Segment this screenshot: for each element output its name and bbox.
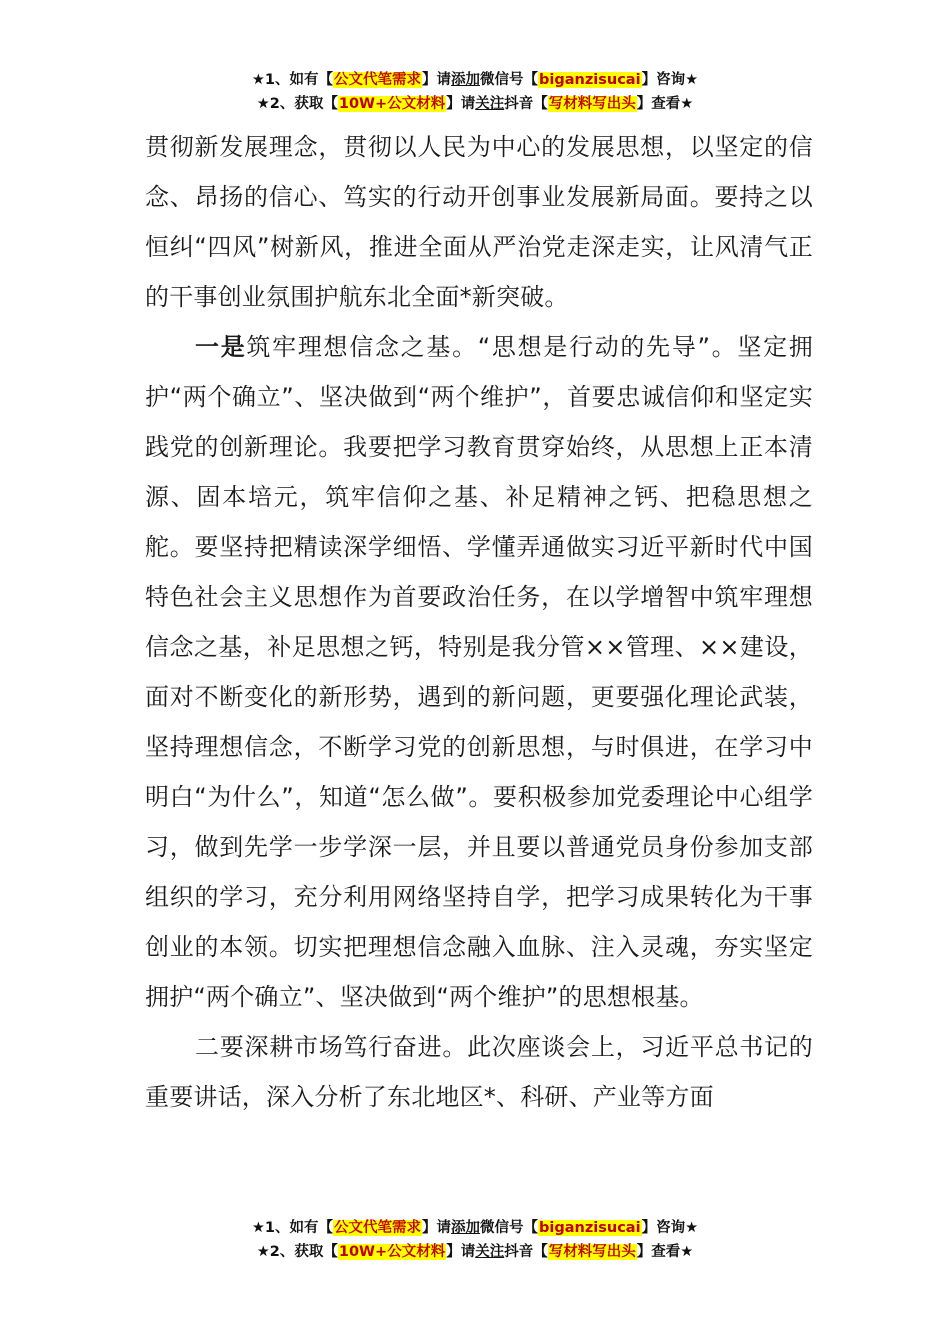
promo-underlined: 添加 [451, 72, 481, 88]
promo-text: 抖音【 [504, 1244, 548, 1260]
promo-text: 】请 [422, 1220, 452, 1236]
promo-text: 微信号【 [480, 1220, 539, 1236]
document-body [145, 122, 813, 1122]
promo-highlight: 10W+公文材料 [338, 96, 446, 112]
promo-underlined: 关注 [475, 1244, 505, 1260]
promo-text: 抖音【 [504, 96, 548, 112]
promo-douyin-id: 写材料写出头 [548, 96, 636, 112]
promo-text: 】查看★ [636, 96, 694, 112]
header-promo-banner [0, 68, 950, 116]
promo-text: ★1、如有【 [251, 1220, 334, 1236]
promo-line-1 [0, 68, 950, 92]
paragraph-1: 贯彻新发展理念，贯彻以人民为中心的发展思想，以坚定的信念、昂扬的信心、笃实的行动开创事业发展新局面。要持之以恒纠“四风”树新风，推进全面从严治党走深走实，让风清气正的干事创业氛围护航东北全面*新突破。 [145, 133, 813, 311]
promo-highlight: 10W+公文材料 [338, 1244, 446, 1260]
paragraph-2-lead: 一是 [195, 333, 247, 361]
promo-text: 】咨询★ [641, 1220, 699, 1236]
paragraph-2-text: 筑牢理想信念之基。“思想是行动的先导”。坚定拥护“两个确立”、坚决做到“两个维护”，首要忠诚信仰和坚定实践党的创新理论。我要把学习教育贯穿始终，从思想上正本清源、固本培元，筑牢信仰之基、补足精神之钙、把稳思想之舵。要坚持把精读深学细悟、学懂弄通做实习近平新时代中国特色社会主义思想作为首要政治任务，在以学增智中筑牢理想信念之基，补足思想之钙，特别是我分管××管理、××建设，面对不断变化的新形势，遇到的新问题，更要强化理论武装，坚持理想信念，不断学习党的创新思想，与时俱进，在学习中明白“为什么”，知道“怎么做”。要积极参加党委理论中心组学习，做到先学一步学深一层，并且要以普通党员身份参加支部组织的学习，充分利用网络坚持自学，把学习成果转化为干事创业的本领。切实把理想信念融入血脉、注入灵魂，夯实坚定拥护“两个确立”、坚决做到“两个维护”的思想根基。 [145, 333, 814, 1011]
promo-line-1 [0, 1216, 950, 1240]
promo-text: 】查看★ [636, 1244, 694, 1260]
promo-text: ★1、如有【 [251, 72, 334, 88]
promo-highlight: 公文代笔需求 [334, 1220, 422, 1236]
promo-text: 】咨询★ [641, 72, 699, 88]
promo-underlined: 关注 [475, 96, 505, 112]
footer-promo-banner [0, 1216, 950, 1264]
promo-text: ★2、获取【 [256, 1244, 338, 1260]
promo-text: 微信号【 [480, 72, 539, 88]
promo-text: ★2、获取【 [256, 96, 338, 112]
promo-text: 】请 [446, 96, 476, 112]
promo-text: 】请 [446, 1244, 476, 1260]
promo-line-2 [0, 92, 950, 116]
paragraph-2 [145, 322, 813, 1022]
promo-wechat-id: biganzisucai [539, 1220, 641, 1236]
promo-line-2 [0, 1240, 950, 1264]
promo-douyin-id: 写材料写出头 [548, 1244, 636, 1260]
promo-underlined: 添加 [451, 1220, 481, 1236]
promo-wechat-id: biganzisucai [539, 72, 641, 88]
promo-highlight: 公文代笔需求 [334, 72, 422, 88]
paragraph-3: 二要深耕市场笃行奋进。此次座谈会上，习近平总书记的重要讲话，深入分析了东北地区*、科研、产业等方面 [145, 1033, 813, 1111]
promo-text: 】请 [422, 72, 452, 88]
